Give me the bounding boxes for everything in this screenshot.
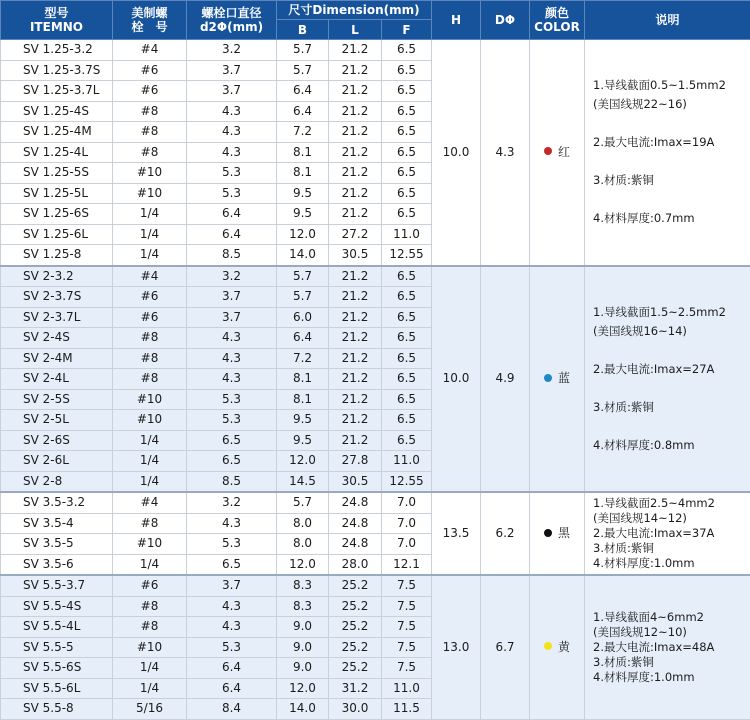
cell-item-no: SV 2-4S <box>1 328 113 349</box>
cell-dim-f: 7.0 <box>382 492 432 513</box>
cell-dim-b: 8.1 <box>277 369 329 390</box>
cell-item-no: SV 5.5-8 <box>1 699 113 720</box>
cell-dim-l: 21.2 <box>329 60 382 81</box>
cell-dim-f: 7.5 <box>382 596 432 617</box>
cell-dim-b: 14.5 <box>277 471 329 492</box>
cell-bolt-diameter: 6.4 <box>187 678 277 699</box>
cell-stud-no: #8 <box>113 122 187 143</box>
cell-dim-b: 8.3 <box>277 596 329 617</box>
cell-item-no: SV 3.5-6 <box>1 554 113 575</box>
cell-bolt-diameter: 4.3 <box>187 369 277 390</box>
header-l: L <box>329 20 382 40</box>
cell-dim-b: 9.5 <box>277 183 329 204</box>
color-dot-icon <box>544 529 552 537</box>
cell-stud-no: #6 <box>113 575 187 596</box>
cell-dim-b: 9.0 <box>277 658 329 679</box>
cell-dim-l: 24.8 <box>329 492 382 513</box>
cell-bolt-diameter: 4.3 <box>187 142 277 163</box>
table-header <box>1 1 750 40</box>
cell-dim-f: 6.5 <box>382 389 432 410</box>
cell-dim-b: 5.7 <box>277 492 329 513</box>
cell-stud-no: 1/4 <box>113 554 187 575</box>
cell-dim-b: 5.7 <box>277 40 329 61</box>
cell-bolt-diameter: 4.3 <box>187 513 277 534</box>
cell-dim-f: 6.5 <box>382 328 432 349</box>
cell-stud-no: 1/4 <box>113 204 187 225</box>
header-dimension: 尺寸Dimension(mm) <box>277 1 432 20</box>
note-line: 1.导线截面0.5~1.5mm2 <box>593 76 750 95</box>
cell-dim-f: 7.0 <box>382 534 432 555</box>
cell-item-no: SV 5.5-4S <box>1 596 113 617</box>
cell-dim-f: 6.5 <box>382 40 432 61</box>
cell-item-no: SV 5.5-6S <box>1 658 113 679</box>
cell-bolt-diameter: 6.5 <box>187 451 277 472</box>
cell-dim-l: 21.2 <box>329 307 382 328</box>
note-line <box>593 190 750 209</box>
cell-bolt-diameter: 5.3 <box>187 183 277 204</box>
note-line: 2.最大电流:Imax=19A <box>593 133 750 152</box>
cell-dim-f: 7.5 <box>382 617 432 638</box>
cell-bolt-diameter: 6.4 <box>187 224 277 245</box>
cell-dim-f: 6.5 <box>382 122 432 143</box>
cell-dim-l: 21.2 <box>329 40 382 61</box>
cell-dim-l: 25.2 <box>329 617 382 638</box>
cell-item-no: SV 2-4L <box>1 369 113 390</box>
color-name: 蓝 <box>558 371 570 385</box>
cell-item-no: SV 1.25-4L <box>1 142 113 163</box>
cell-dim-l: 30.0 <box>329 699 382 720</box>
cell-bolt-diameter: 3.2 <box>187 492 277 513</box>
note-line: 4.材料厚度:0.8mm <box>593 436 750 455</box>
cell-stud-no: #4 <box>113 266 187 287</box>
note-line <box>593 417 750 436</box>
cell-stud-no: #6 <box>113 287 187 308</box>
cell-bolt-diameter: 6.5 <box>187 430 277 451</box>
cell-stud-no: 1/4 <box>113 471 187 492</box>
header-bolt-cn: 螺栓口直径 <box>187 6 276 20</box>
note-line: 1.导线截面1.5~2.5mm2 <box>593 303 750 322</box>
cell-dim-l: 21.2 <box>329 142 382 163</box>
cell-d: 4.3 <box>481 40 530 266</box>
header-stud <box>113 1 187 40</box>
header-color-cn: 颜色 <box>530 6 584 20</box>
cell-dim-b: 12.0 <box>277 554 329 575</box>
cell-dim-l: 25.2 <box>329 658 382 679</box>
note-line: (美国线规22~16) <box>593 95 750 114</box>
cell-bolt-diameter: 6.5 <box>187 554 277 575</box>
cell-dim-f: 11.5 <box>382 699 432 720</box>
cell-bolt-diameter: 3.2 <box>187 40 277 61</box>
cell-dim-b: 14.0 <box>277 245 329 266</box>
cell-dim-l: 21.2 <box>329 287 382 308</box>
cell-stud-no: #8 <box>113 617 187 638</box>
note-line: 2.最大电流:Imax=37A <box>593 526 750 541</box>
cell-stud-no: #8 <box>113 348 187 369</box>
cell-dim-f: 6.5 <box>382 81 432 102</box>
cell-item-no: SV 2-3.7L <box>1 307 113 328</box>
header-model <box>1 1 113 40</box>
note-line: 2.最大电流:Imax=27A <box>593 360 750 379</box>
cell-stud-no: #6 <box>113 60 187 81</box>
cell-stud-no: #8 <box>113 596 187 617</box>
color-dot-icon <box>544 374 552 382</box>
cell-bolt-diameter: 4.3 <box>187 101 277 122</box>
note-line: 3.材质:紫铜 <box>593 171 750 190</box>
cell-stud-no: #10 <box>113 389 187 410</box>
note-line: 3.材质:紫铜 <box>593 541 750 556</box>
table-row <box>1 492 750 513</box>
cell-stud-no: #8 <box>113 142 187 163</box>
cell-d: 6.7 <box>481 575 530 719</box>
cell-dim-b: 12.0 <box>277 224 329 245</box>
cell-bolt-diameter: 4.3 <box>187 328 277 349</box>
cell-bolt-diameter: 3.7 <box>187 307 277 328</box>
cell-dim-f: 6.5 <box>382 348 432 369</box>
cell-dim-b: 14.0 <box>277 699 329 720</box>
cell-dim-f: 7.5 <box>382 637 432 658</box>
cell-stud-no: #10 <box>113 534 187 555</box>
cell-dim-f: 6.5 <box>382 307 432 328</box>
cell-item-no: SV 5.5-4L <box>1 617 113 638</box>
note-line: 3.材质:紫铜 <box>593 398 750 417</box>
cell-dim-b: 8.0 <box>277 534 329 555</box>
cell-dim-f: 7.0 <box>382 513 432 534</box>
cell-dim-l: 21.2 <box>329 204 382 225</box>
cell-dim-l: 30.5 <box>329 471 382 492</box>
cell-dim-f: 6.5 <box>382 430 432 451</box>
cell-stud-no: #6 <box>113 307 187 328</box>
cell-item-no: SV 2-6S <box>1 430 113 451</box>
cell-item-no: SV 2-8 <box>1 471 113 492</box>
cell-item-no: SV 5.5-6L <box>1 678 113 699</box>
cell-item-no: SV 1.25-4M <box>1 122 113 143</box>
cell-dim-b: 5.7 <box>277 266 329 287</box>
cell-dim-f: 7.5 <box>382 575 432 596</box>
cell-dim-f: 12.1 <box>382 554 432 575</box>
cell-bolt-diameter: 3.7 <box>187 287 277 308</box>
header-model-en: ITEMNO <box>1 20 112 34</box>
cell-dim-b: 9.5 <box>277 410 329 431</box>
cell-item-no: SV 1.25-3.2 <box>1 40 113 61</box>
header-color-en: COLOR <box>530 20 584 34</box>
cell-dim-b: 8.1 <box>277 389 329 410</box>
cell-dim-b: 8.1 <box>277 142 329 163</box>
cell-item-no: SV 3.5-4 <box>1 513 113 534</box>
color-name: 黑 <box>558 526 570 540</box>
cell-dim-l: 25.2 <box>329 596 382 617</box>
note-line: 4.材料厚度:0.7mm <box>593 209 750 228</box>
cell-dim-l: 21.2 <box>329 328 382 349</box>
cell-stud-no: 1/4 <box>113 245 187 266</box>
cell-bolt-diameter: 5.3 <box>187 163 277 184</box>
cell-dim-f: 6.5 <box>382 287 432 308</box>
cell-dim-l: 24.8 <box>329 534 382 555</box>
cell-bolt-diameter: 5.3 <box>187 637 277 658</box>
cell-bolt-diameter: 4.3 <box>187 596 277 617</box>
cell-dim-b: 6.0 <box>277 307 329 328</box>
cell-h: 10.0 <box>432 266 481 493</box>
cell-d: 4.9 <box>481 266 530 493</box>
cell-item-no: SV 3.5-5 <box>1 534 113 555</box>
cell-dim-l: 28.0 <box>329 554 382 575</box>
note-line: 4.材料厚度:1.0mm <box>593 670 750 685</box>
cell-stud-no: #10 <box>113 637 187 658</box>
cell-stud-no: #6 <box>113 81 187 102</box>
cell-h: 13.5 <box>432 492 481 575</box>
cell-stud-no: #8 <box>113 369 187 390</box>
cell-bolt-diameter: 4.3 <box>187 122 277 143</box>
cell-dim-f: 6.5 <box>382 204 432 225</box>
note-line: (美国线规16~14) <box>593 322 750 341</box>
cell-dim-l: 21.2 <box>329 163 382 184</box>
cell-dim-l: 27.8 <box>329 451 382 472</box>
cell-dim-f: 12.55 <box>382 471 432 492</box>
cell-dim-l: 25.2 <box>329 637 382 658</box>
cell-bolt-diameter: 4.3 <box>187 617 277 638</box>
cell-stud-no: #4 <box>113 492 187 513</box>
cell-color <box>530 575 585 719</box>
cell-dim-f: 6.5 <box>382 266 432 287</box>
cell-stud-no: 5/16 <box>113 699 187 720</box>
cell-dim-f: 6.5 <box>382 369 432 390</box>
cell-item-no: SV 2-3.7S <box>1 287 113 308</box>
cell-bolt-diameter: 3.2 <box>187 266 277 287</box>
cell-dim-l: 21.2 <box>329 122 382 143</box>
note-line: 1.导线截面4~6mm2 <box>593 610 750 625</box>
cell-dim-l: 21.2 <box>329 430 382 451</box>
cell-stud-no: #10 <box>113 183 187 204</box>
header-model-cn: 型号 <box>1 6 112 20</box>
header-bolt-sym: d2Φ(mm) <box>187 20 276 34</box>
cell-item-no: SV 5.5-3.7 <box>1 575 113 596</box>
cell-dim-b: 5.7 <box>277 287 329 308</box>
cell-bolt-diameter: 5.3 <box>187 410 277 431</box>
cell-item-no: SV 1.25-5S <box>1 163 113 184</box>
cell-dim-f: 6.5 <box>382 142 432 163</box>
cell-item-no: SV 1.25-5L <box>1 183 113 204</box>
cell-note <box>585 266 750 493</box>
cell-bolt-diameter: 4.3 <box>187 348 277 369</box>
cell-bolt-diameter: 8.4 <box>187 699 277 720</box>
header-color <box>530 1 585 40</box>
cell-dim-b: 7.2 <box>277 122 329 143</box>
cell-stud-no: 1/4 <box>113 658 187 679</box>
cell-dim-l: 21.2 <box>329 101 382 122</box>
cell-d: 6.2 <box>481 492 530 575</box>
cell-stud-no: #8 <box>113 328 187 349</box>
table-row <box>1 266 750 287</box>
cell-dim-l: 21.2 <box>329 183 382 204</box>
header-h: H <box>432 1 481 40</box>
cell-color <box>530 40 585 266</box>
cell-dim-l: 21.2 <box>329 410 382 431</box>
cell-dim-l: 21.2 <box>329 369 382 390</box>
cell-stud-no: 1/4 <box>113 451 187 472</box>
cell-dim-l: 21.2 <box>329 266 382 287</box>
cell-dim-l: 27.2 <box>329 224 382 245</box>
cell-dim-b: 9.0 <box>277 617 329 638</box>
cell-item-no: SV 1.25-6S <box>1 204 113 225</box>
cell-color <box>530 492 585 575</box>
cell-dim-b: 8.3 <box>277 575 329 596</box>
cell-dim-f: 6.5 <box>382 410 432 431</box>
header-bolt <box>187 1 277 40</box>
cell-item-no: SV 1.25-3.7L <box>1 81 113 102</box>
note-line <box>593 379 750 398</box>
cell-note <box>585 40 750 266</box>
cell-dim-f: 6.5 <box>382 163 432 184</box>
note-line: 2.最大电流:Imax=48A <box>593 640 750 655</box>
cell-dim-b: 9.5 <box>277 430 329 451</box>
cell-dim-b: 12.0 <box>277 678 329 699</box>
cell-bolt-diameter: 3.7 <box>187 81 277 102</box>
cell-item-no: SV 1.25-4S <box>1 101 113 122</box>
cell-dim-b: 7.2 <box>277 348 329 369</box>
cell-item-no: SV 2-5L <box>1 410 113 431</box>
cell-dim-b: 8.0 <box>277 513 329 534</box>
cell-dim-f: 7.5 <box>382 658 432 679</box>
cell-dim-f: 11.0 <box>382 224 432 245</box>
cell-dim-l: 24.8 <box>329 513 382 534</box>
cell-dim-f: 6.5 <box>382 60 432 81</box>
cell-note <box>585 492 750 575</box>
cell-item-no: SV 2-6L <box>1 451 113 472</box>
cell-dim-b: 9.5 <box>277 204 329 225</box>
cell-bolt-diameter: 6.4 <box>187 658 277 679</box>
table-row <box>1 40 750 61</box>
cell-stud-no: #4 <box>113 40 187 61</box>
cell-dim-l: 31.2 <box>329 678 382 699</box>
cell-dim-f: 11.0 <box>382 451 432 472</box>
cell-h: 13.0 <box>432 575 481 719</box>
header-note: 说明 <box>585 1 750 40</box>
cell-stud-no: #10 <box>113 410 187 431</box>
note-line <box>593 341 750 360</box>
cell-dim-l: 21.2 <box>329 348 382 369</box>
table-body <box>1 40 750 720</box>
cell-item-no: SV 3.5-3.2 <box>1 492 113 513</box>
table-row <box>1 575 750 596</box>
cell-color <box>530 266 585 493</box>
cell-dim-b: 12.0 <box>277 451 329 472</box>
cell-stud-no: 1/4 <box>113 430 187 451</box>
cell-bolt-diameter: 8.5 <box>187 471 277 492</box>
cell-stud-no: #10 <box>113 163 187 184</box>
cell-dim-f: 12.55 <box>382 245 432 266</box>
cell-item-no: SV 1.25-3.7S <box>1 60 113 81</box>
cell-bolt-diameter: 5.3 <box>187 534 277 555</box>
cell-dim-l: 21.2 <box>329 389 382 410</box>
note-line: 1.导线截面2.5~4mm2 <box>593 496 750 511</box>
cell-stud-no: 1/4 <box>113 224 187 245</box>
header-stud-line2: 栓 号 <box>113 20 186 34</box>
cell-h: 10.0 <box>432 40 481 266</box>
color-name: 红 <box>558 145 570 159</box>
cell-bolt-diameter: 3.7 <box>187 575 277 596</box>
cell-item-no: SV 2-5S <box>1 389 113 410</box>
cell-item-no: SV 2-3.2 <box>1 266 113 287</box>
cell-dim-f: 6.5 <box>382 101 432 122</box>
cell-bolt-diameter: 3.7 <box>187 60 277 81</box>
cell-bolt-diameter: 5.3 <box>187 389 277 410</box>
note-line: (美国线规12~10) <box>593 625 750 640</box>
cell-dim-b: 6.4 <box>277 81 329 102</box>
cell-dim-l: 21.2 <box>329 81 382 102</box>
note-line <box>593 114 750 133</box>
cell-stud-no: #8 <box>113 513 187 534</box>
cell-dim-f: 6.5 <box>382 183 432 204</box>
cell-stud-no: #8 <box>113 101 187 122</box>
cell-bolt-diameter: 8.5 <box>187 245 277 266</box>
cell-dim-l: 25.2 <box>329 575 382 596</box>
cell-dim-b: 6.4 <box>277 101 329 122</box>
cell-note <box>585 575 750 719</box>
cell-stud-no: 1/4 <box>113 678 187 699</box>
cell-dim-b: 5.7 <box>277 60 329 81</box>
cell-item-no: SV 2-4M <box>1 348 113 369</box>
color-dot-icon <box>544 642 552 650</box>
note-line: (美国线规14~12) <box>593 511 750 526</box>
header-stud-line1: 美制螺 <box>113 6 186 20</box>
cell-item-no: SV 1.25-8 <box>1 245 113 266</box>
cell-dim-f: 11.0 <box>382 678 432 699</box>
note-line: 3.材质:紫铜 <box>593 655 750 670</box>
cell-item-no: SV 5.5-5 <box>1 637 113 658</box>
color-dot-icon <box>544 147 552 155</box>
cell-bolt-diameter: 6.4 <box>187 204 277 225</box>
header-d: DΦ <box>481 1 530 40</box>
cell-dim-b: 9.0 <box>277 637 329 658</box>
color-name: 黄 <box>558 640 570 654</box>
note-line <box>593 152 750 171</box>
cell-dim-l: 30.5 <box>329 245 382 266</box>
header-b: B <box>277 20 329 40</box>
header-f: F <box>382 20 432 40</box>
cell-dim-b: 6.4 <box>277 328 329 349</box>
note-line: 4.材料厚度:1.0mm <box>593 556 750 571</box>
cell-item-no: SV 1.25-6L <box>1 224 113 245</box>
cell-dim-b: 8.1 <box>277 163 329 184</box>
